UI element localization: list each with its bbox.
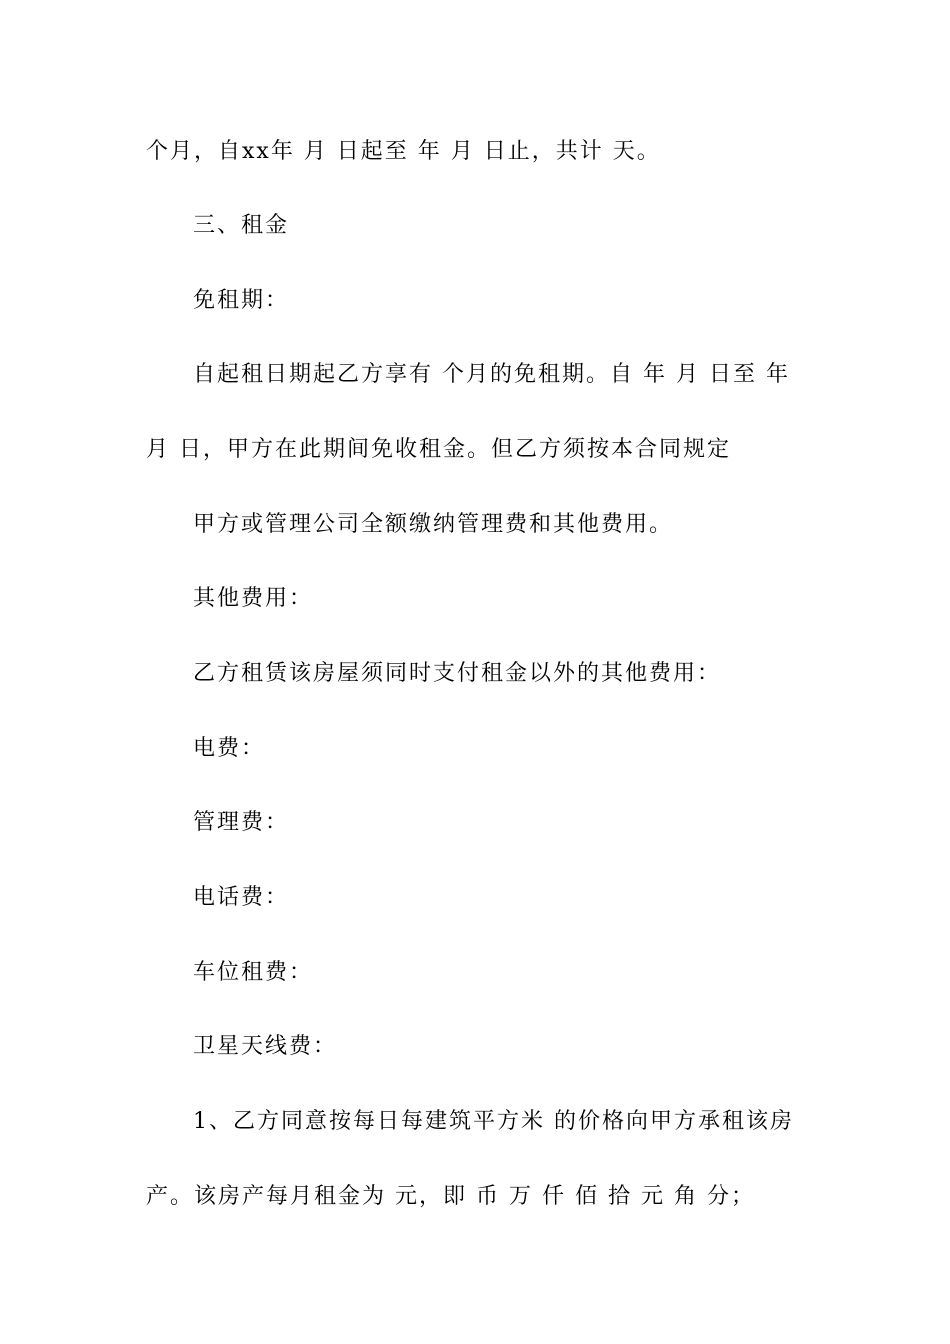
text-line-parking-fee: 车位租费： bbox=[193, 960, 314, 985]
text-line-satellite-fee: 卫星天线费： bbox=[193, 1034, 338, 1059]
text-line-5: 月 日，甲方在此期间免收租金。但乙方须按本合同规定 bbox=[146, 437, 731, 462]
text-line-6: 甲方或管理公司全额缴纳管理费和其他费用。 bbox=[193, 512, 674, 537]
text-line-phone-fee: 电话费： bbox=[193, 885, 290, 910]
text-line-1: 个月，自xx年 月 日起至 年 月 日止，共计 天。 bbox=[146, 139, 661, 164]
section-heading-rent: 三、租金 bbox=[193, 213, 290, 238]
text-line-4: 自起租日期起乙方享有 个月的免租期。自 年 月 日至 年 bbox=[193, 362, 790, 387]
text-line-other-fees-label: 其他费用： bbox=[193, 586, 314, 611]
text-line-14: 1、乙方同意按每日每建筑平方米 的价格向甲方承租该房 bbox=[193, 1109, 794, 1134]
text-line-management-fee: 管理费： bbox=[193, 810, 290, 835]
text-line-electricity-fee: 电费： bbox=[193, 736, 266, 761]
text-line-15: 产。该房产每月租金为 元，即 币 万 仟 佰 拾 元 角 分； bbox=[146, 1184, 755, 1209]
text-line-rent-free-label: 免租期： bbox=[193, 288, 290, 313]
text-line-8: 乙方租赁该房屋须同时支付租金以外的其他费用： bbox=[193, 661, 722, 686]
